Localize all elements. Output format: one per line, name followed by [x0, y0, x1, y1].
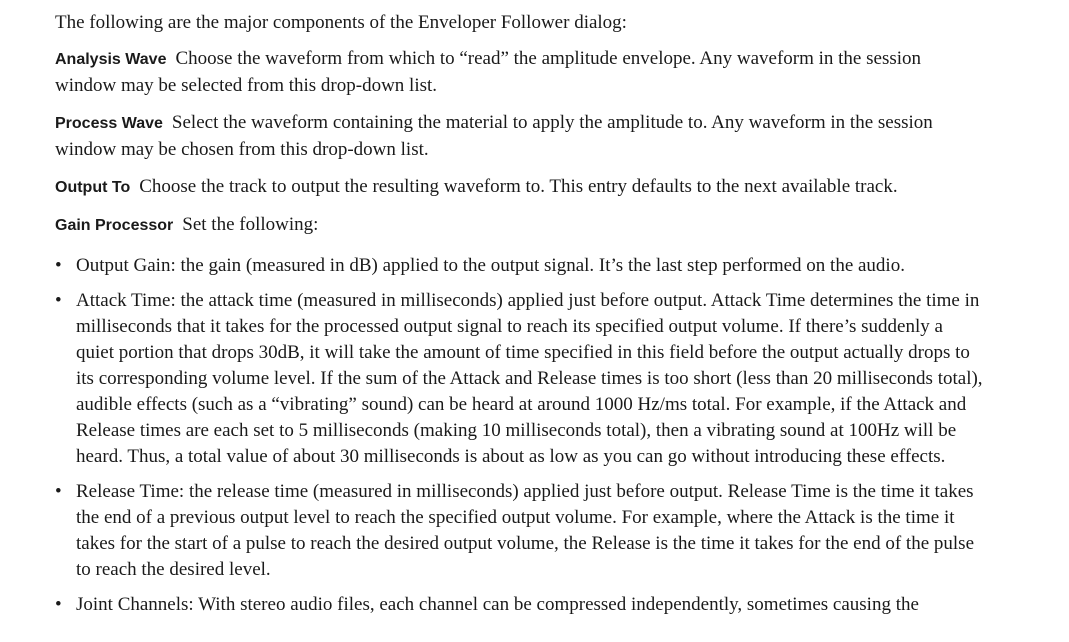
list-item-text: Release Time: the release time (measured in milliseconds) applied just before output. Release Time is the time it takes the end of a previous output level to reach the specified output volume. For example, where the Attack is the time it takes for the start of a pulse to reach the desired output volume, the Release is the time it takes for the end of the pulse to reach the desired level. [76, 481, 975, 580]
bullet-icon: • [55, 481, 62, 502]
list-item-release-time [55, 479, 985, 583]
entry-process-wave-text: Select the waveform containing the material to apply the amplitude to. Any waveform in the session window may be chosen from this drop-down list. [55, 112, 933, 160]
list-item-text: Joint Channels: With stereo audio files, each channel can be compressed independently, sometimes causing the [76, 594, 919, 615]
document-page [55, 10, 985, 627]
entry-output-to [55, 174, 985, 201]
list-item-text: Output Gain: the gain (measured in dB) applied to the output signal. It’s the last step performed on the audio. [76, 255, 905, 276]
entry-analysis-wave-text: Choose the waveform from which to “read” the amplitude envelope. Any waveform in the session window may be selected from this drop-down list. [55, 48, 922, 96]
gain-processor-list [55, 253, 985, 618]
list-item-text: Attack Time: the attack time (measured in milliseconds) applied just before output. Attack Time determines the time in milliseconds that it takes for the processed output signal to reach its specified output volume. If there’s suddenly a quiet portion that drops 30dB, it will take the amount of time specified in this field before the output actually drops to its corresponding volume level. If the sum of the Attack and Release times is too short (less than 20 milliseconds total), audible effects (such as a “vibrating” sound) can be heard at around 1000 Hz/ms total. For example, if the Attack and Release times are each set to 5 milliseconds (making 10 milliseconds total), then a vibrating sound at 100Hz will be heard. Thus, a total value of about 30 milliseconds is about as low as you can go without introducing these effects. [76, 290, 983, 467]
list-item-attack-time [55, 288, 985, 470]
bullet-icon: • [55, 594, 62, 615]
entry-analysis-wave [55, 46, 985, 99]
entry-process-wave [55, 110, 985, 163]
entry-gain-processor-text: Set the following: [182, 214, 319, 235]
list-item-output-gain [55, 253, 985, 279]
entry-gain-processor [55, 212, 985, 239]
term-gain-processor: Gain Processor [55, 217, 174, 234]
term-output-to: Output To [55, 179, 131, 196]
term-process-wave: Process Wave [55, 115, 163, 132]
bullet-icon: • [55, 290, 62, 311]
list-item-joint-channels [55, 592, 985, 618]
term-analysis-wave: Analysis Wave [55, 51, 167, 68]
entry-output-to-text: Choose the track to output the resulting waveform to. This entry defaults to the next available track. [139, 176, 898, 197]
bullet-icon: • [55, 255, 62, 276]
intro-paragraph: The following are the major components of the Enveloper Follower dialog: [55, 12, 627, 33]
